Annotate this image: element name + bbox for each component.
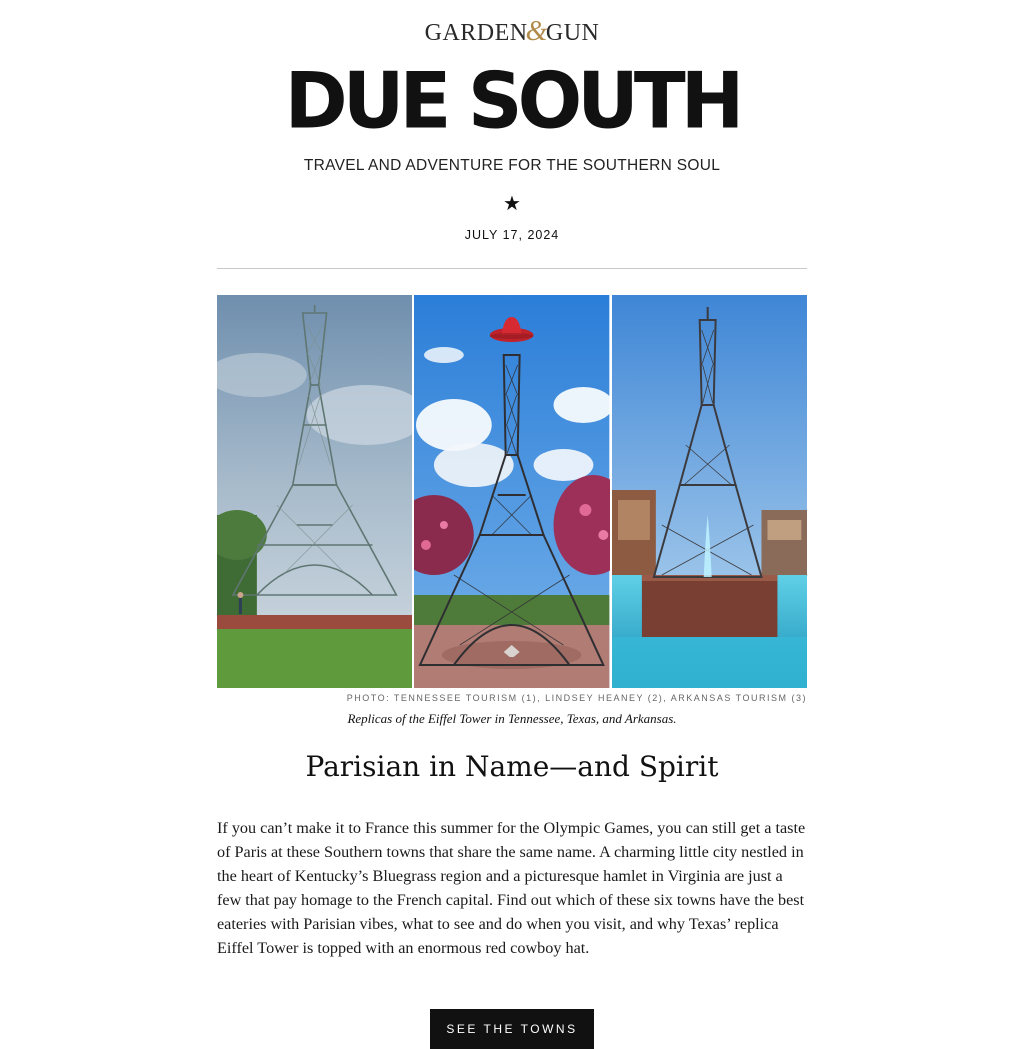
star-icon: ★ <box>503 191 521 215</box>
photo-credit: PHOTO: TENNESSEE TOURISM (1), LINDSEY HEANEY (2), ARKANSAS TOURISM (3) <box>346 693 807 703</box>
photo-caption: Replicas of the Eiffel Tower in Tennessee, Texas, and Arkansas. <box>347 711 677 726</box>
brand-logo-left: GARDEN <box>424 20 528 46</box>
hero-photo-arkansas <box>612 295 807 688</box>
brand-logo-ampersand: & <box>525 16 548 47</box>
brand-logo[interactable] <box>217 16 807 48</box>
article-body: If you can’t make it to France this summer for the Olympic Games, you can still get a taste of Paris at these Southern towns that share the same name. A charming little city nestled in the heart of Kentucky’s Bluegrass region and a picturesque hamlet in Virginia are just a few that pay homage to the French capital. Find out which of these six towns have the best eateries with Parisian vibes, what to see and do when you visit, and why Texas’ replica Eiffel Tower is topped with an enormous red cowboy hat. <box>217 819 806 957</box>
newsletter-tagline: TRAVEL AND ADVENTURE FOR THE SOUTHERN SOUL <box>303 157 721 174</box>
hero-photo-texas <box>414 295 609 688</box>
hero-image[interactable] <box>217 295 807 688</box>
issue-date: JULY 17, 2024 <box>464 228 560 242</box>
brand-logo-right: GUN <box>545 20 600 46</box>
divider <box>217 268 807 269</box>
article-headline[interactable]: Parisian in Name—and Spirit <box>305 750 719 783</box>
newsletter-title: DUE SOUTH <box>284 55 740 146</box>
hero-photo-tennessee <box>217 295 412 688</box>
see-the-towns-button[interactable]: SEE THE TOWNS <box>430 1009 594 1049</box>
